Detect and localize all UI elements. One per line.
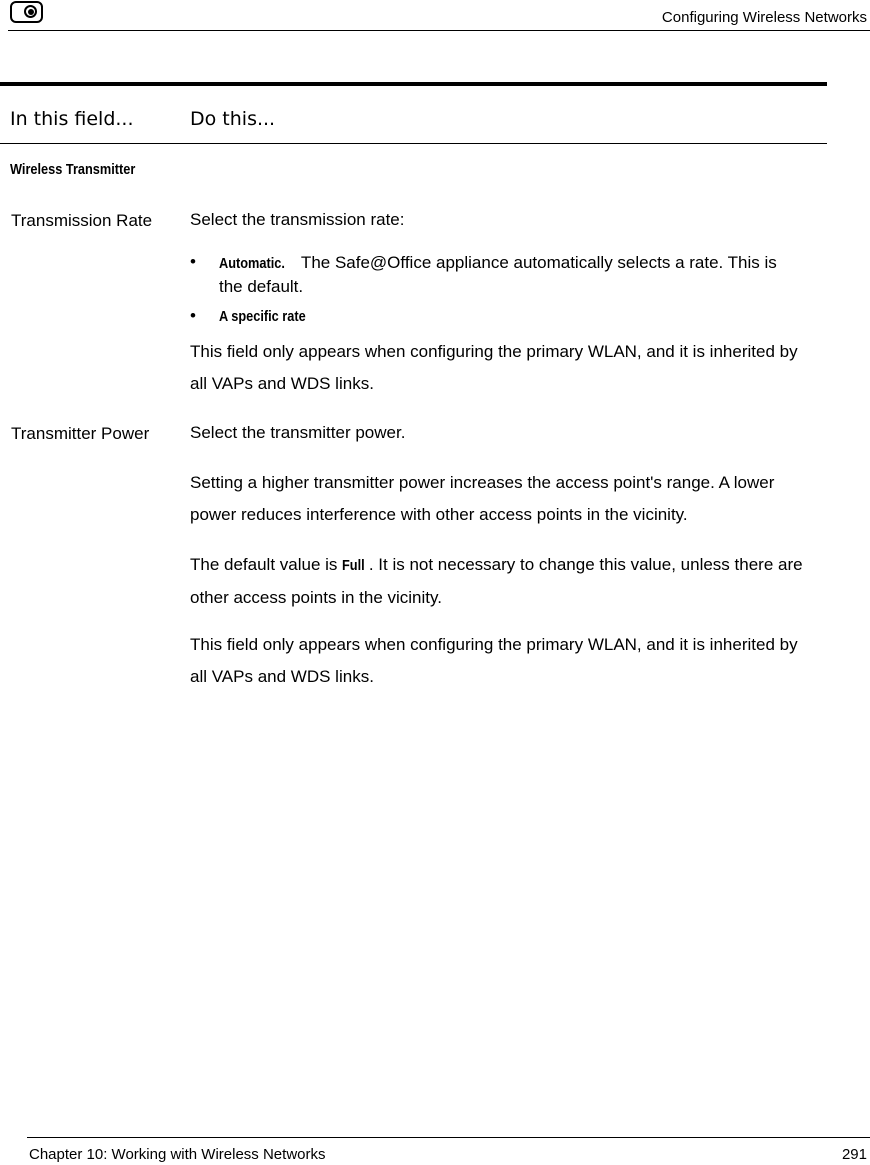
description-intro: Select the transmission rate: xyxy=(190,210,405,229)
header-divider xyxy=(8,30,870,31)
eye-logo-icon xyxy=(10,1,43,23)
column-header-action: Do this... xyxy=(190,108,276,130)
p3-post: . It is not necessary to change this value, unless there are other access points in the vicinity. xyxy=(190,555,803,607)
bullet-icon: • xyxy=(190,252,196,271)
field-name-transmitter-power: Transmitter Power xyxy=(11,424,150,443)
page-number: 291 xyxy=(841,1146,867,1163)
bullet-item-automatic xyxy=(219,251,779,298)
bullet-text: The Safe@Office appliance automatically selects a rate. This is the default. xyxy=(219,253,777,296)
table-header-rule xyxy=(0,143,827,144)
section-heading: Wireless Transmitter xyxy=(10,161,136,178)
footer-chapter: Chapter 10: Working with Wireless Networks xyxy=(29,1146,326,1163)
logo-pupil xyxy=(28,9,34,15)
description-p3 xyxy=(190,549,810,614)
bullet-term: Automatic. xyxy=(219,255,285,272)
description-p1: Select the transmitter power. xyxy=(190,423,406,442)
column-header-field: In this field... xyxy=(10,108,134,130)
running-header-title: Configuring Wireless Networks xyxy=(661,9,867,26)
field-name-transmission-rate: Transmission Rate xyxy=(11,211,153,230)
description-p2: Setting a higher transmitter power increases the access point's range. A lower power reduces interference with other access points in the vicinity. xyxy=(190,473,775,524)
footer-divider xyxy=(27,1137,870,1138)
table-top-rule xyxy=(0,82,827,86)
bullet-item-specific-rate xyxy=(219,304,779,328)
p3-pre: The default value is xyxy=(190,555,343,574)
bullet-icon: • xyxy=(190,306,196,325)
p3-term: Full xyxy=(342,557,365,574)
bullet-term: A specific rate xyxy=(219,308,306,325)
description-p4: This field only appears when configuring the primary WLAN, and it is inherited by all VAPs and WDS links. xyxy=(190,635,798,686)
description-note: This field only appears when configuring the primary WLAN, and it is inherited by all VAPs and WDS links. xyxy=(190,342,798,393)
